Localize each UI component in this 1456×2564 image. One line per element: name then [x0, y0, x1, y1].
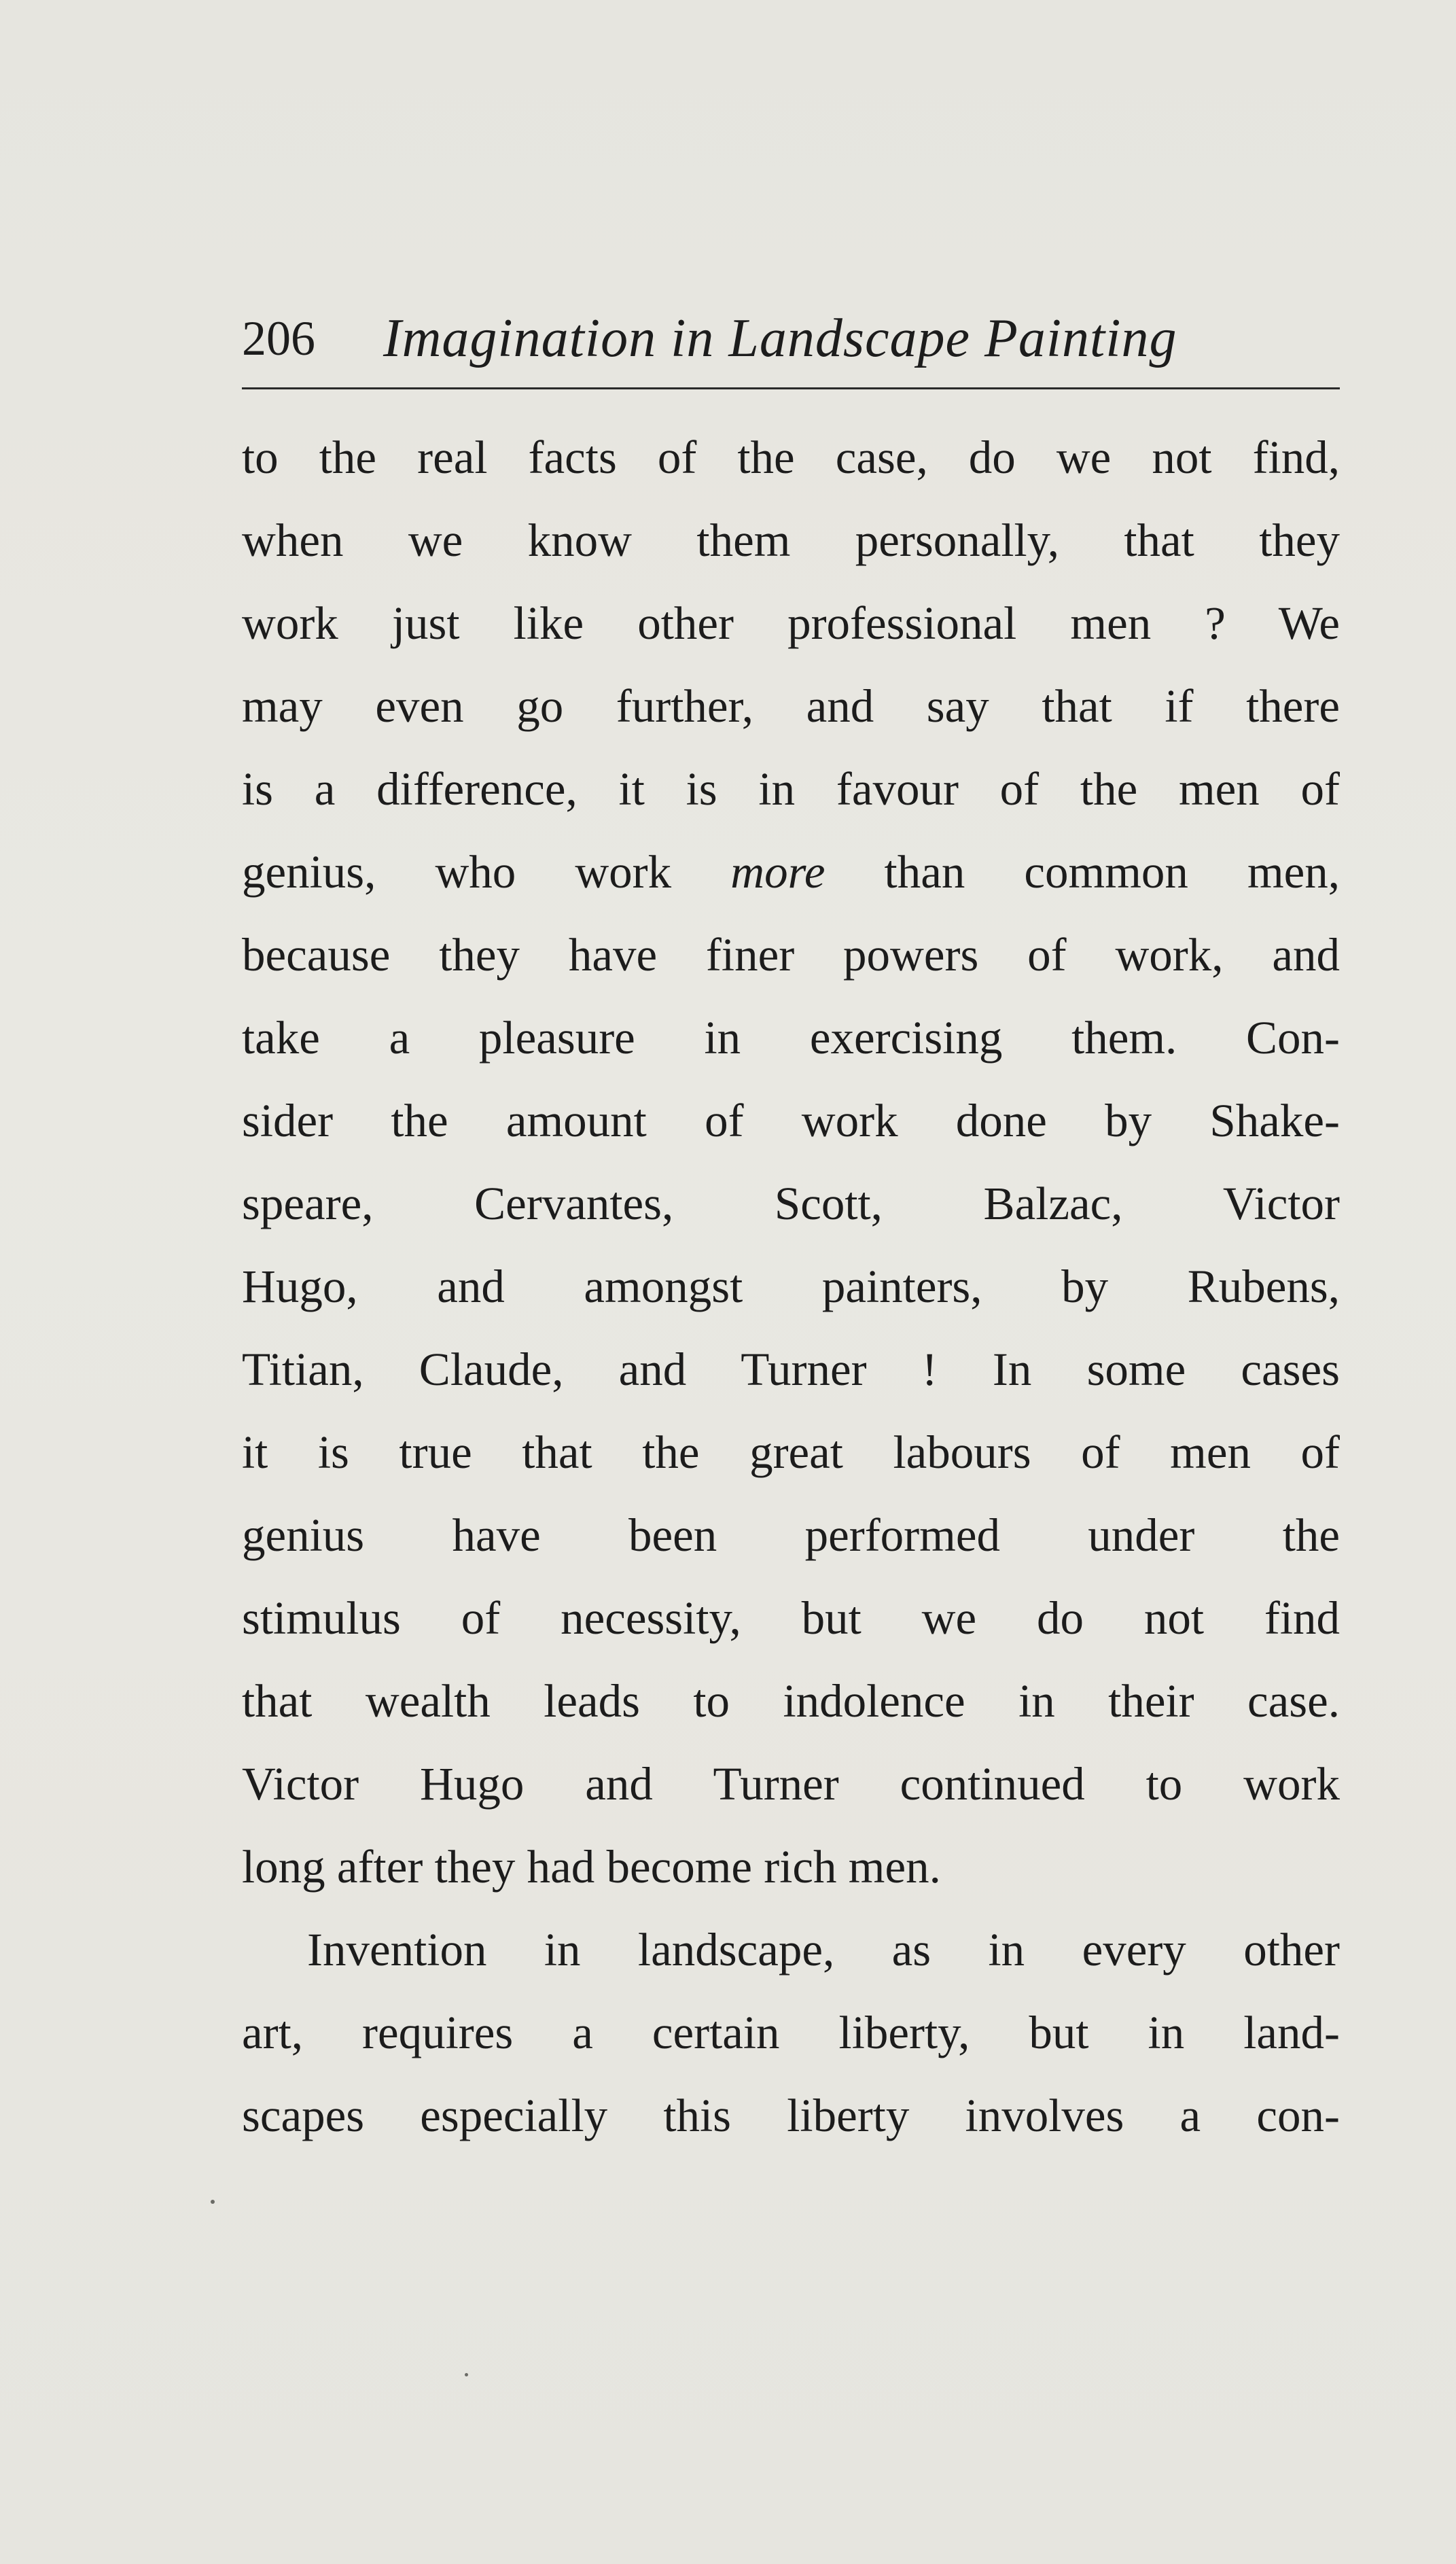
text-line: that wealth leads to indolence in their case.	[242, 1675, 1340, 1727]
text-line: Titian, Claude, and Turner ! In some cases	[242, 1344, 1340, 1395]
text-segment: than common men,	[825, 846, 1340, 898]
text-line: to the real facts of the case, do we not find,	[242, 432, 1340, 483]
text-line-with-emphasis	[242, 830, 1340, 913]
text-line: take a pleasure in exercising them. Con-	[242, 1012, 1340, 1064]
text-line: it is true that the great labours of men of	[242, 1426, 1340, 1478]
text-line: sider the amount of work done by Shake-	[242, 1095, 1340, 1146]
text-line: work just like other professional men ? We	[242, 597, 1340, 649]
paragraph-start-line: Invention in landscape, as in every other	[307, 1924, 1340, 1975]
text-line: Victor Hugo and Turner continued to work	[242, 1758, 1340, 1810]
header-rule	[242, 387, 1340, 389]
text-line: speare, Cervantes, Scott, Balzac, Victor	[242, 1178, 1340, 1229]
text-line: Hugo, and amongst painters, by Rubens,	[242, 1261, 1340, 1312]
paper-speck	[465, 2373, 468, 2376]
text-line: art, requires a certain liberty, but in land-	[242, 2007, 1340, 2058]
page-header	[242, 304, 1340, 379]
running-title: Imagination in Landscape Painting	[383, 309, 1177, 368]
text-line: when we know them personally, that they	[242, 514, 1340, 566]
text-line: long after they had become rich men.	[242, 1841, 941, 1893]
text-line: may even go further, and say that if there	[242, 680, 1340, 732]
text-line: because they have finer powers of work, and	[242, 929, 1340, 981]
text-line: scapes especially this liberty involves a con-	[242, 2090, 1340, 2141]
paper-speck	[211, 2200, 215, 2204]
text-line: stimulus of necessity, but we do not find	[242, 1592, 1340, 1644]
emphasized-word: more	[730, 846, 825, 898]
text-line: genius have been performed under the	[242, 1509, 1340, 1561]
page-number: 206	[242, 311, 315, 366]
text-segment: genius, who work	[242, 846, 731, 898]
body-text	[242, 416, 1340, 2157]
text-line: is a difference, it is in favour of the men of	[242, 763, 1340, 815]
